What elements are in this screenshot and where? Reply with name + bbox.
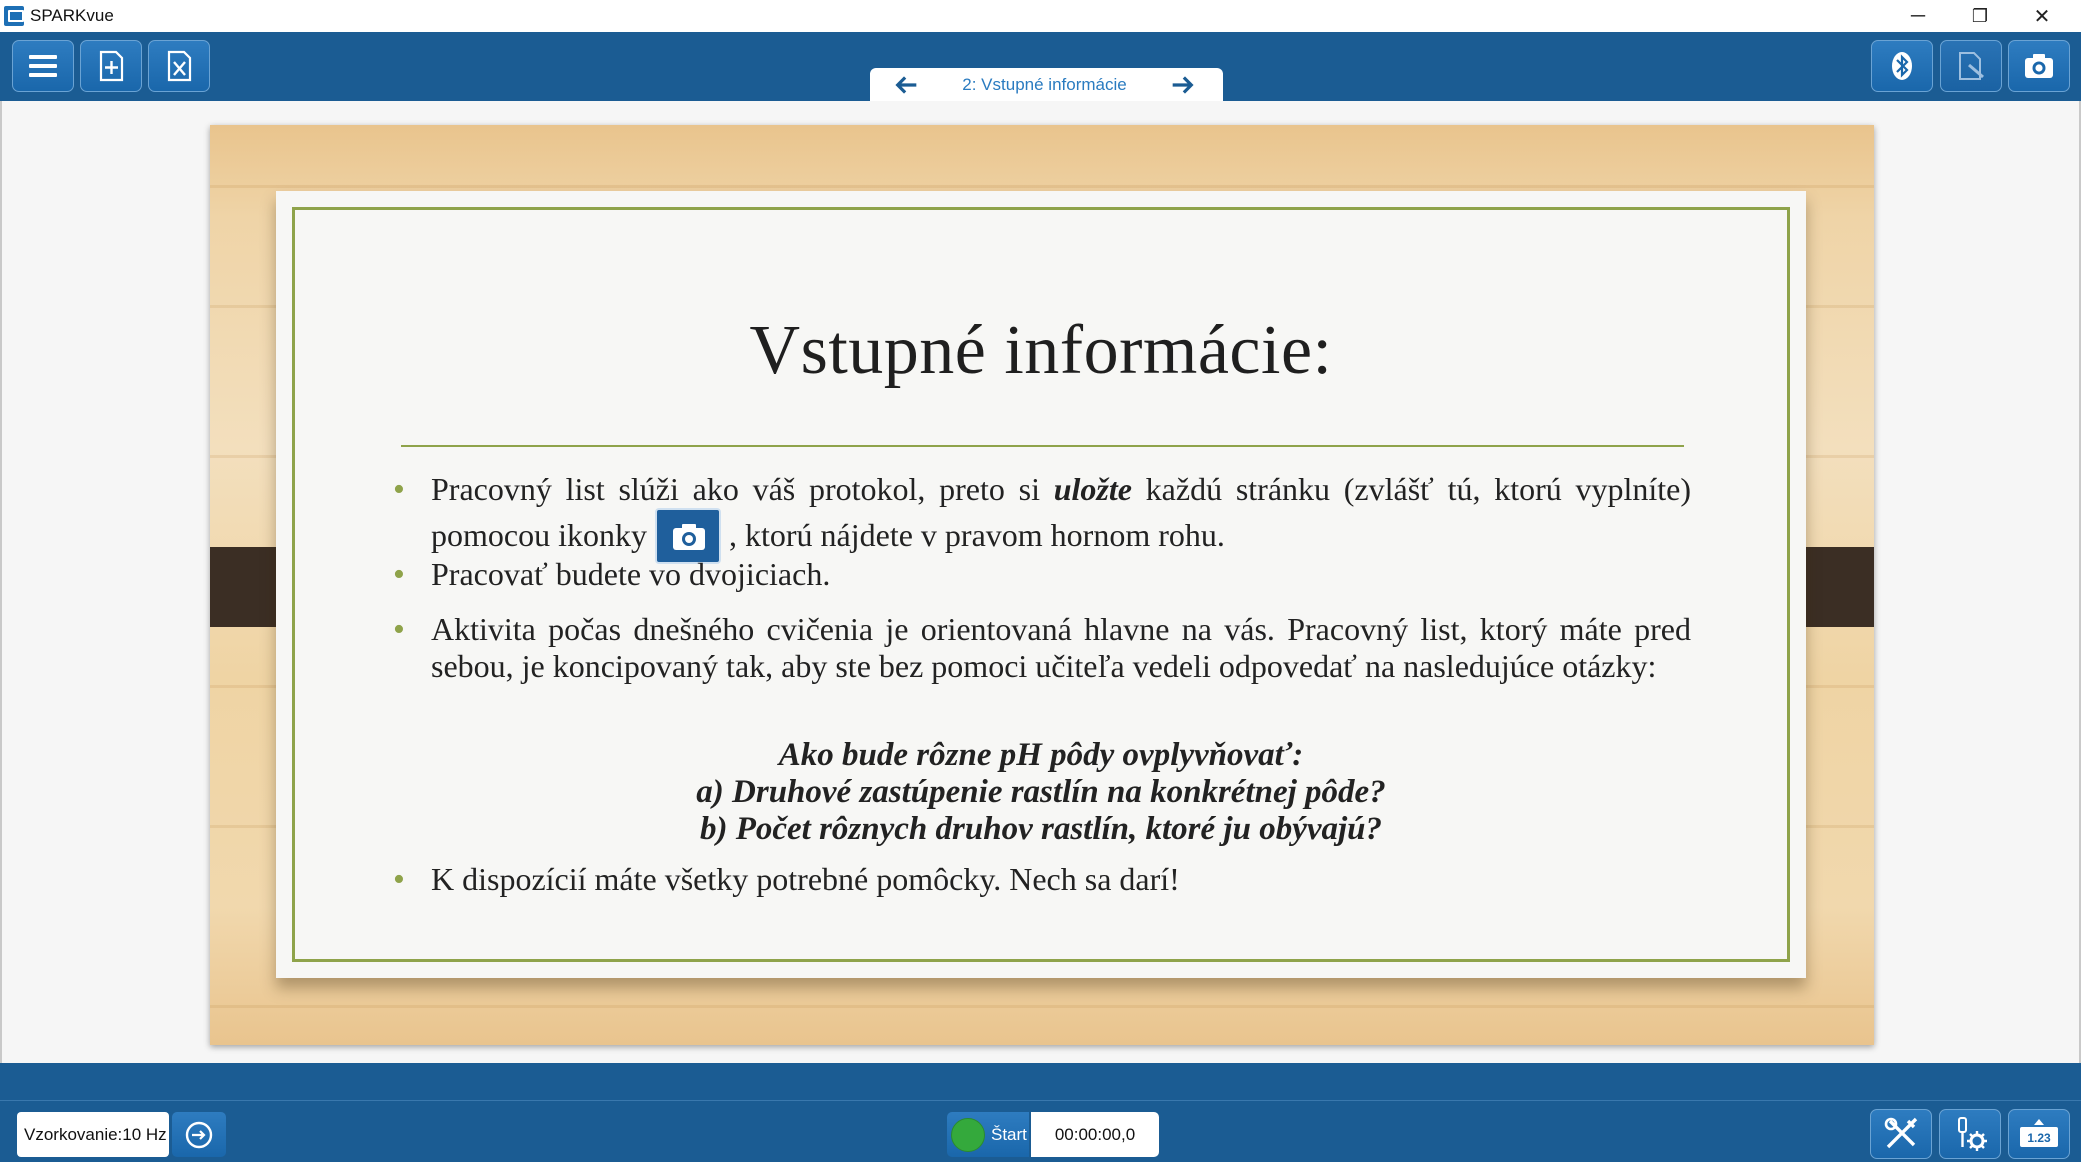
sampling-mode-icon	[182, 1118, 216, 1152]
camera-icon	[2022, 49, 2056, 83]
sampling-mode-button[interactable]	[172, 1112, 226, 1157]
new-page-button[interactable]	[80, 40, 142, 92]
new-page-icon	[94, 49, 128, 83]
arrow-right-icon	[1168, 71, 1196, 99]
meter-value: 1.23	[2027, 1131, 2051, 1145]
meter-button[interactable]	[2008, 1109, 2070, 1159]
app-title: SPARKvue	[30, 6, 114, 25]
app-icon	[4, 6, 24, 26]
menu-icon	[26, 49, 60, 83]
slide-paper	[276, 191, 1806, 978]
delete-page-button[interactable]	[148, 40, 210, 92]
question-b: b) Počet rôznych druhov rastlín, ktoré ju obývajú?	[699, 811, 1383, 847]
bullet-save-pages	[431, 471, 1691, 564]
start-button[interactable]	[947, 1112, 1029, 1157]
sensor-settings-button[interactable]	[1939, 1109, 2001, 1159]
annotate-icon	[1954, 49, 1988, 83]
close-button[interactable]: ✕	[2033, 5, 2051, 28]
arrow-left-icon	[893, 71, 921, 99]
bullet-activity: • Aktivita počas dnešného cvičenia je orientovaná hlavne na vás. Pracovný list, ktorý máte pred sebou, je koncipovaný tak, aby ste bez pomoci učiteľa vedeli odpovedať na nasledujúce otázky:	[431, 611, 1691, 685]
bullet-tools: • K dispozícií máte všetky potrebné pomôcky. Nech sa darí!	[431, 861, 1691, 898]
restore-button[interactable]: ❐	[1971, 5, 1989, 26]
menu-button[interactable]	[12, 40, 74, 92]
bottom-toolbar	[0, 1100, 2081, 1162]
sensor-settings-icon	[1951, 1115, 1989, 1153]
tools-icon	[1882, 1115, 1920, 1153]
slide-title: Vstupné informácie:	[749, 312, 1333, 389]
window-title-bar	[0, 0, 2081, 32]
start-label: Štart	[991, 1124, 1027, 1144]
delete-page-icon	[162, 49, 196, 83]
tools-button[interactable]	[1870, 1109, 1932, 1159]
title-divider	[401, 445, 1684, 447]
bullet-pairs: • Pracovať budete vo dvojiciach.	[431, 556, 1691, 593]
page-navigator	[870, 68, 1223, 102]
minimize-button[interactable]: ─	[1910, 4, 1926, 27]
capture-snapshot-button[interactable]	[2008, 40, 2070, 92]
page-title[interactable]: 2: Vstupné informácie	[962, 75, 1127, 94]
bullet-text: každú stránku (zvlášť tú, ktorú vyplníte) pomocou ikonky	[431, 471, 1692, 553]
slide-image	[210, 125, 1874, 1045]
bullet-emphasis: uložte	[1053, 471, 1132, 507]
bluetooth-button[interactable]	[1871, 40, 1933, 92]
key-questions	[276, 737, 1806, 848]
start-indicator	[951, 1118, 985, 1152]
question-a: a) Druhové zastúpenie rastlín na konkrétnej pôde?	[696, 774, 1386, 810]
bullet-text: , ktorú nájdete v pravom hornom rohu.	[728, 517, 1225, 553]
next-page-button[interactable]	[1167, 70, 1197, 100]
elapsed-time: 00:00:00,0	[1031, 1112, 1159, 1157]
annotate-button[interactable]	[1940, 40, 2002, 92]
meter-icon	[2018, 1115, 2060, 1153]
sampling-rate-display[interactable]: Vzorkovanie:10 Hz	[17, 1112, 169, 1157]
bullet-text: Pracovný list slúži ako váš protokol, preto si	[431, 471, 1054, 507]
status-strip	[0, 1063, 2081, 1100]
question-main: Ako bude rôzne pH pôdy ovplyvňovať:	[778, 737, 1304, 773]
bluetooth-icon	[1885, 49, 1919, 83]
previous-page-button[interactable]	[892, 70, 922, 100]
